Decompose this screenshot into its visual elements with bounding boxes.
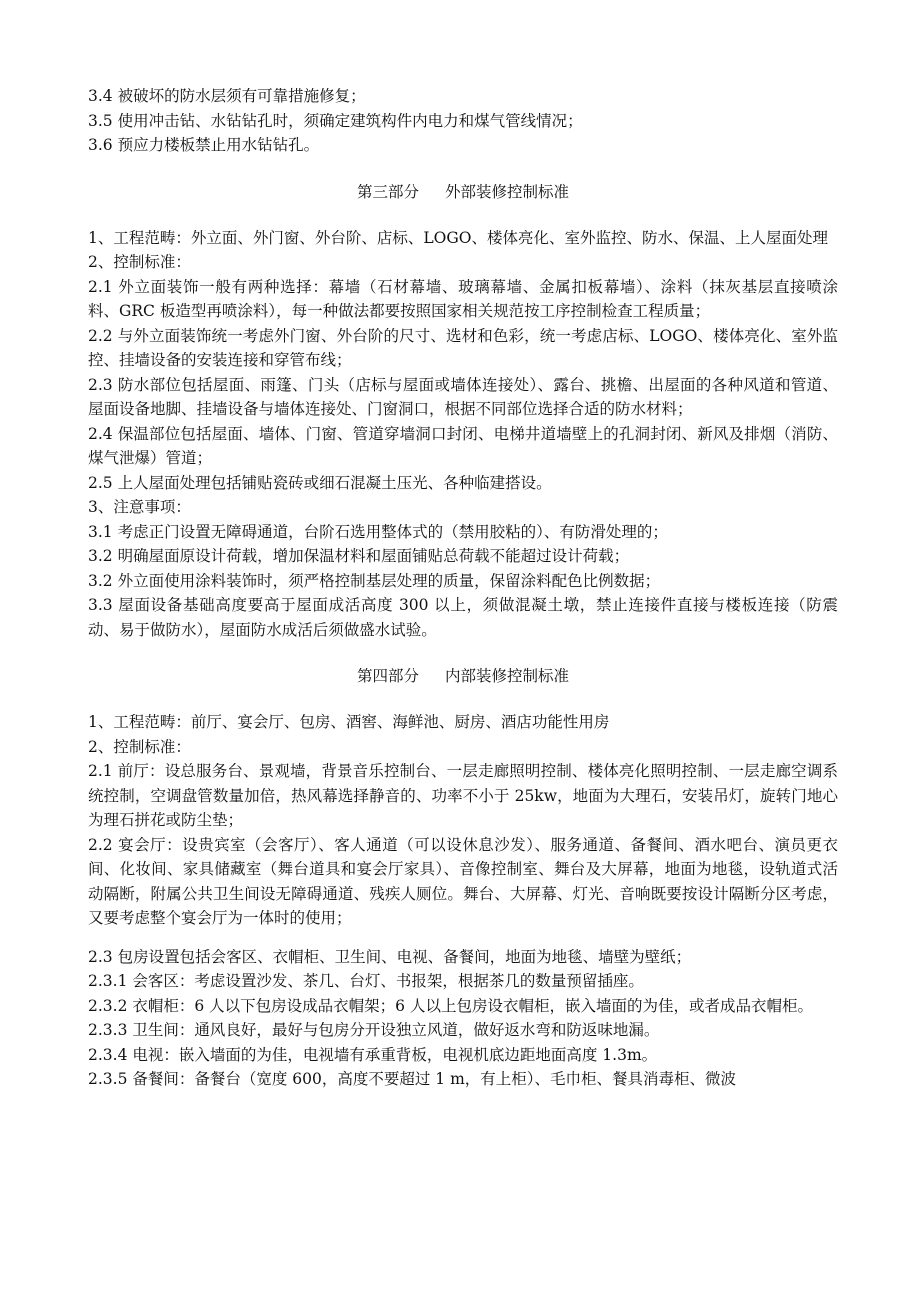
paragraph: 1、工程范畴：前厅、宴会厅、包房、酒窖、海鲜池、厨房、酒店功能性用房 (88, 713, 610, 731)
section-tail (88, 84, 838, 158)
paragraph: 1、工程范畴：外立面、外门窗、外台阶、店标、LOGO、楼体亮化、室外监控、防水、保温、上人屋面处理 (88, 228, 828, 247)
part3-heading (88, 180, 838, 204)
document-body (88, 84, 838, 1092)
part4-heading-part: 第四部分 (356, 667, 419, 685)
paragraph: 2.5 上人屋面处理包括铺贴瓷砖或细石混凝土压光、各种临建搭设。 (88, 473, 552, 492)
paragraph: 2.1 外立面装饰一般有两种选择：幕墙（石材幕墙、玻璃幕墙、金属扣板幕墙）、涂料（抹灰基层直接喷涂料、GRC 板造型再喷涂料），每一种做法都要按照国家相关规范按工序控制检查工程质量； (88, 277, 838, 320)
paragraph: 2.3.3 卫生间：通风良好，最好与包房分开设独立风道，做好返水弯和防返味地漏。 (88, 1021, 660, 1039)
paragraph: 2、控制标准： (88, 737, 191, 756)
paragraph: 2.3.4 电视：嵌入墙面的为佳，电视墙有承重背板，电视机底边距地面高度 1.3m。 (88, 1045, 658, 1064)
paragraph: 2.2 宴会厅：设贵宾室（会客厅）、客人通道（可以设休息沙发）、服务通道、备餐间、酒水吧台、演员更衣间、化妆间、家具储藏室（舞台道具和宴会厅家具）、音像控制室、舞台及大屏幕，地面为地毯，设轨道式活动隔断，附属公共卫生间设无障碍通道、残疾人厕位。舞台、大屏幕、灯光、音响既要按设计隔断分区考虑，又要考虑整个宴会厅为一体时的使用； (88, 835, 838, 927)
paragraph: 2.3.1 会客区：考虑设置沙发、茶几、台灯、书报架，根据茶几的数量预留插座。 (88, 972, 644, 990)
paragraph: 3.1 考虑正门设置无障碍通道，台阶石选用整体式的（禁用胶粘的）、有防滑处理的； (88, 522, 668, 541)
part3-heading-part: 第三部分 (356, 182, 419, 201)
part3-heading-title: 外部装修控制标准 (445, 182, 570, 201)
list-item: 3.4 被破坏的防水层须有可靠措施修复； (88, 87, 366, 105)
paragraph: 2.3 包房设置包括会客区、衣帽柜、卫生间、电视、备餐间，地面为地毯、墙壁为壁纸； (88, 947, 692, 966)
paragraph: 2.3.5 备餐间：备餐台（宽度 600，高度不要超过 1 m，有上柜）、毛巾柜、餐具消毒柜、微波 (88, 1070, 737, 1088)
list-item: 3.5 使用冲击钻、水钻钻孔时，须确定建筑构件内电力和煤气管线情况； (88, 111, 583, 130)
part3-section (88, 226, 838, 643)
paragraph: 2.1 前厅：设总服务台、景观墙，背景音乐控制台、一层走廊照明控制、楼体亮化照明控制、一层走廊空调系统控制，空调盘管数量加倍，热风幕选择静音的、功率不小于 25kw，地面为大理石，安装吊灯，旋转门地心为理石拼花或防尘垫； (88, 762, 838, 829)
paragraph: 2.2 与外立面装饰统一考虑外门窗、外台阶的尺寸、选材和色彩，统一考虑店标、LOGO、楼体亮化、室外监控、挂墙设备的安装连接和穿管布线； (88, 326, 838, 369)
paragraph: 3、注意事项： (88, 498, 191, 516)
paragraph: 3.2 外立面使用涂料装饰时，须严格控制基层处理的质量，保留涂料配色比例数据； (88, 571, 661, 590)
part4-heading (88, 664, 838, 688)
list-item: 3.6 预应力楼板禁止用水钻钻孔。 (88, 136, 320, 154)
part4-section (88, 710, 838, 1092)
paragraph: 3.3 屋面设备基础高度要高于屋面成活高度 300 以上，须做混凝土墩，禁止连接件直接与楼板连接（防震动、易于做防水），屋面防水成活后须做盛水试验。 (88, 596, 838, 639)
paragraph: 2.3 防水部位包括屋面、雨篷、门头（店标与屋面或墙体连接处）、露台、挑檐、出屋面的各种风道和管道、屋面设备地脚、挂墙设备与墙体连接处、门窗洞口，根据不同部位选择合适的防水材料； (88, 375, 838, 418)
paragraph: 2.4 保温部位包括屋面、墙体、门窗、管道穿墙洞口封闭、电梯井道墙壁上的孔洞封闭、新风及排烟（消防、煤气泄爆）管道； (88, 424, 838, 467)
paragraph: 2、控制标准： (88, 253, 191, 271)
part4-heading-title: 内部装修控制标准 (445, 667, 570, 685)
paragraph: 3.2 明确屋面原设计荷载，增加保温材料和屋面铺贴总荷载不能超过设计荷载； (88, 547, 630, 565)
paragraph: 2.3.2 衣帽柜：6 人以下包房设成品衣帽架；6 人以上包房设衣帽柜，嵌入墙面的为佳，或者成品衣帽柜。 (88, 996, 813, 1015)
